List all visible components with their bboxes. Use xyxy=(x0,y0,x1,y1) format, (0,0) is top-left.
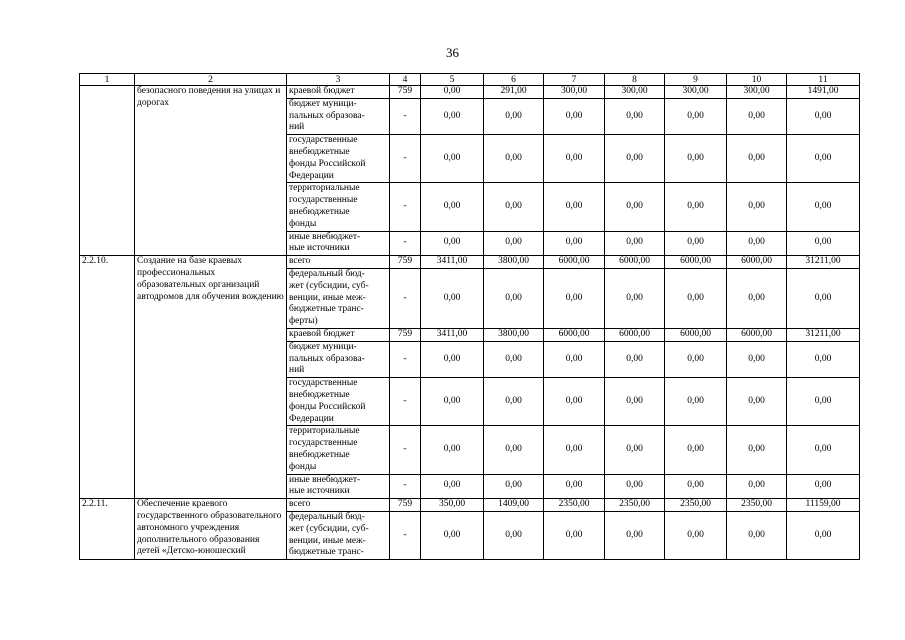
amount-cell: 0,00 xyxy=(727,183,787,231)
amount-cell: 0,00 xyxy=(484,268,544,328)
amount-cell: 6000,00 xyxy=(727,256,787,269)
amount-cell: 0,00 xyxy=(665,511,727,559)
amount-cell: 0,00 xyxy=(727,135,787,183)
amount-cell: 0,00 xyxy=(665,98,727,134)
amount-cell: 6000,00 xyxy=(605,256,665,269)
funding-source: федеральный бюд- жет (субсидии, суб- венции, иные меж- бюджетные транс- ферты) xyxy=(287,268,390,328)
amount-cell: 350,00 xyxy=(421,499,484,512)
budget-code: 759 xyxy=(390,499,421,512)
column-number: 6 xyxy=(484,74,544,86)
amount-cell: 31211,00 xyxy=(787,328,860,341)
budget-code: - xyxy=(390,426,421,474)
amount-cell: 300,00 xyxy=(544,86,605,99)
item-name: Создание на базе краевых профессиональных образовательных организаций автодромов для обучения вождению xyxy=(135,256,287,499)
amount-cell: 0,00 xyxy=(421,474,484,499)
column-number: 3 xyxy=(287,74,390,86)
item-name: Обеспечение краевого государственного образовательного автономного учреждения дополнительного образования детей «Детско-юношеский xyxy=(135,499,287,560)
amount-cell: 6000,00 xyxy=(605,328,665,341)
amount-cell: 0,00 xyxy=(787,231,860,256)
amount-cell: 0,00 xyxy=(544,341,605,377)
item-code: 2.2.11. xyxy=(80,499,135,560)
amount-cell: 0,00 xyxy=(787,268,860,328)
funding-source: федеральный бюд- жет (субсидии, суб- венции, иные меж- бюджетные транс- xyxy=(287,511,390,559)
budget-code: - xyxy=(390,98,421,134)
amount-cell: 6000,00 xyxy=(727,328,787,341)
budget-table xyxy=(79,73,860,560)
amount-cell: 6000,00 xyxy=(665,328,727,341)
item-code xyxy=(80,86,135,256)
table-row xyxy=(80,499,860,512)
funding-source: бюджет муници- пальных образова- ний xyxy=(287,98,390,134)
budget-code: - xyxy=(390,511,421,559)
amount-cell: 11159,00 xyxy=(787,499,860,512)
amount-cell: 0,00 xyxy=(421,426,484,474)
amount-cell: 0,00 xyxy=(484,426,544,474)
amount-cell: 0,00 xyxy=(787,183,860,231)
column-number: 1 xyxy=(80,74,135,86)
funding-source: бюджет муници- пальных образова- ний xyxy=(287,341,390,377)
amount-cell: 0,00 xyxy=(421,378,484,426)
amount-cell: 300,00 xyxy=(727,86,787,99)
amount-cell: 0,00 xyxy=(727,268,787,328)
amount-cell: 0,00 xyxy=(484,135,544,183)
amount-cell: 0,00 xyxy=(787,341,860,377)
amount-cell: 3411,00 xyxy=(421,328,484,341)
amount-cell: 0,00 xyxy=(421,86,484,99)
amount-cell: 0,00 xyxy=(484,511,544,559)
amount-cell: 0,00 xyxy=(421,341,484,377)
amount-cell: 2350,00 xyxy=(605,499,665,512)
budget-code: 759 xyxy=(390,328,421,341)
amount-cell: 0,00 xyxy=(484,183,544,231)
amount-cell: 0,00 xyxy=(605,511,665,559)
amount-cell: 0,00 xyxy=(421,231,484,256)
funding-source: территориальные государственные внебюджетные фонды xyxy=(287,426,390,474)
column-number: 5 xyxy=(421,74,484,86)
table-body xyxy=(80,74,860,560)
amount-cell: 0,00 xyxy=(421,135,484,183)
amount-cell: 0,00 xyxy=(665,183,727,231)
amount-cell: 0,00 xyxy=(605,341,665,377)
amount-cell: 0,00 xyxy=(484,231,544,256)
amount-cell: 6000,00 xyxy=(544,328,605,341)
amount-cell: 300,00 xyxy=(665,86,727,99)
amount-cell: 2350,00 xyxy=(665,499,727,512)
amount-cell: 0,00 xyxy=(665,341,727,377)
amount-cell: 0,00 xyxy=(421,511,484,559)
amount-cell: 0,00 xyxy=(727,511,787,559)
amount-cell: 0,00 xyxy=(484,474,544,499)
amount-cell: 0,00 xyxy=(787,135,860,183)
budget-code: - xyxy=(390,474,421,499)
amount-cell: 0,00 xyxy=(727,426,787,474)
budget-code: - xyxy=(390,268,421,328)
funding-source: всего xyxy=(287,256,390,269)
funding-source: краевой бюджет xyxy=(287,328,390,341)
amount-cell: 0,00 xyxy=(421,183,484,231)
amount-cell: 0,00 xyxy=(484,341,544,377)
column-number: 9 xyxy=(665,74,727,86)
amount-cell: 3800,00 xyxy=(484,328,544,341)
amount-cell: 0,00 xyxy=(484,378,544,426)
amount-cell: 0,00 xyxy=(665,268,727,328)
amount-cell: 0,00 xyxy=(544,426,605,474)
budget-code: - xyxy=(390,231,421,256)
amount-cell: 0,00 xyxy=(544,474,605,499)
funding-source: иные внебюджет- ные источники xyxy=(287,231,390,256)
amount-cell: 0,00 xyxy=(421,268,484,328)
amount-cell: 0,00 xyxy=(665,231,727,256)
amount-cell: 0,00 xyxy=(727,474,787,499)
amount-cell: 0,00 xyxy=(605,231,665,256)
amount-cell: 0,00 xyxy=(484,98,544,134)
amount-cell: 0,00 xyxy=(544,135,605,183)
funding-source: иные внебюджет- ные источники xyxy=(287,474,390,499)
amount-cell: 6000,00 xyxy=(544,256,605,269)
page-number: 36 xyxy=(446,45,459,60)
item-code: 2.2.10. xyxy=(80,256,135,499)
amount-cell: 0,00 xyxy=(605,378,665,426)
column-number: 7 xyxy=(544,74,605,86)
budget-code: 759 xyxy=(390,86,421,99)
amount-cell: 3800,00 xyxy=(484,256,544,269)
amount-cell: 0,00 xyxy=(605,98,665,134)
amount-cell: 0,00 xyxy=(787,511,860,559)
amount-cell: 0,00 xyxy=(665,474,727,499)
amount-cell: 0,00 xyxy=(605,426,665,474)
amount-cell: 0,00 xyxy=(544,98,605,134)
amount-cell: 2350,00 xyxy=(544,499,605,512)
amount-cell: 0,00 xyxy=(665,426,727,474)
amount-cell: 0,00 xyxy=(665,378,727,426)
funding-source: государственные внебюджетные фонды Российской Федерации xyxy=(287,135,390,183)
amount-cell: 300,00 xyxy=(605,86,665,99)
budget-code: - xyxy=(390,341,421,377)
amount-cell: 0,00 xyxy=(544,378,605,426)
amount-cell: 1409,00 xyxy=(484,499,544,512)
amount-cell: 1491,00 xyxy=(787,86,860,99)
amount-cell: 0,00 xyxy=(787,474,860,499)
amount-cell: 0,00 xyxy=(544,231,605,256)
amount-cell: 0,00 xyxy=(787,378,860,426)
amount-cell: 0,00 xyxy=(727,341,787,377)
item-name: безопасного поведения на улицах и дорогах xyxy=(135,86,287,256)
amount-cell: 0,00 xyxy=(727,98,787,134)
funding-source: всего xyxy=(287,499,390,512)
column-number: 8 xyxy=(605,74,665,86)
column-number: 2 xyxy=(135,74,287,86)
funding-source: краевой бюджет xyxy=(287,86,390,99)
amount-cell: 0,00 xyxy=(727,231,787,256)
amount-cell: 0,00 xyxy=(544,511,605,559)
amount-cell: 0,00 xyxy=(605,183,665,231)
budget-code: - xyxy=(390,378,421,426)
amount-cell: 0,00 xyxy=(605,474,665,499)
amount-cell: 0,00 xyxy=(421,98,484,134)
amount-cell: 0,00 xyxy=(727,378,787,426)
amount-cell: 3411,00 xyxy=(421,256,484,269)
table-row xyxy=(80,256,860,269)
amount-cell: 0,00 xyxy=(665,135,727,183)
funding-source: государственные внебюджетные фонды Российской Федерации xyxy=(287,378,390,426)
amount-cell: 0,00 xyxy=(605,268,665,328)
funding-source: территориальные государственные внебюджетные фонды xyxy=(287,183,390,231)
column-number: 10 xyxy=(727,74,787,86)
amount-cell: 0,00 xyxy=(544,268,605,328)
budget-code: 759 xyxy=(390,256,421,269)
amount-cell: 291,00 xyxy=(484,86,544,99)
amount-cell: 6000,00 xyxy=(665,256,727,269)
column-number: 4 xyxy=(390,74,421,86)
amount-cell: 0,00 xyxy=(605,135,665,183)
column-number: 11 xyxy=(787,74,860,86)
budget-code: - xyxy=(390,135,421,183)
table-row xyxy=(80,86,860,99)
amount-cell: 0,00 xyxy=(787,98,860,134)
budget-code: - xyxy=(390,183,421,231)
amount-cell: 2350,00 xyxy=(727,499,787,512)
amount-cell: 0,00 xyxy=(544,183,605,231)
amount-cell: 0,00 xyxy=(787,426,860,474)
amount-cell: 31211,00 xyxy=(787,256,860,269)
column-number-row xyxy=(80,74,860,86)
